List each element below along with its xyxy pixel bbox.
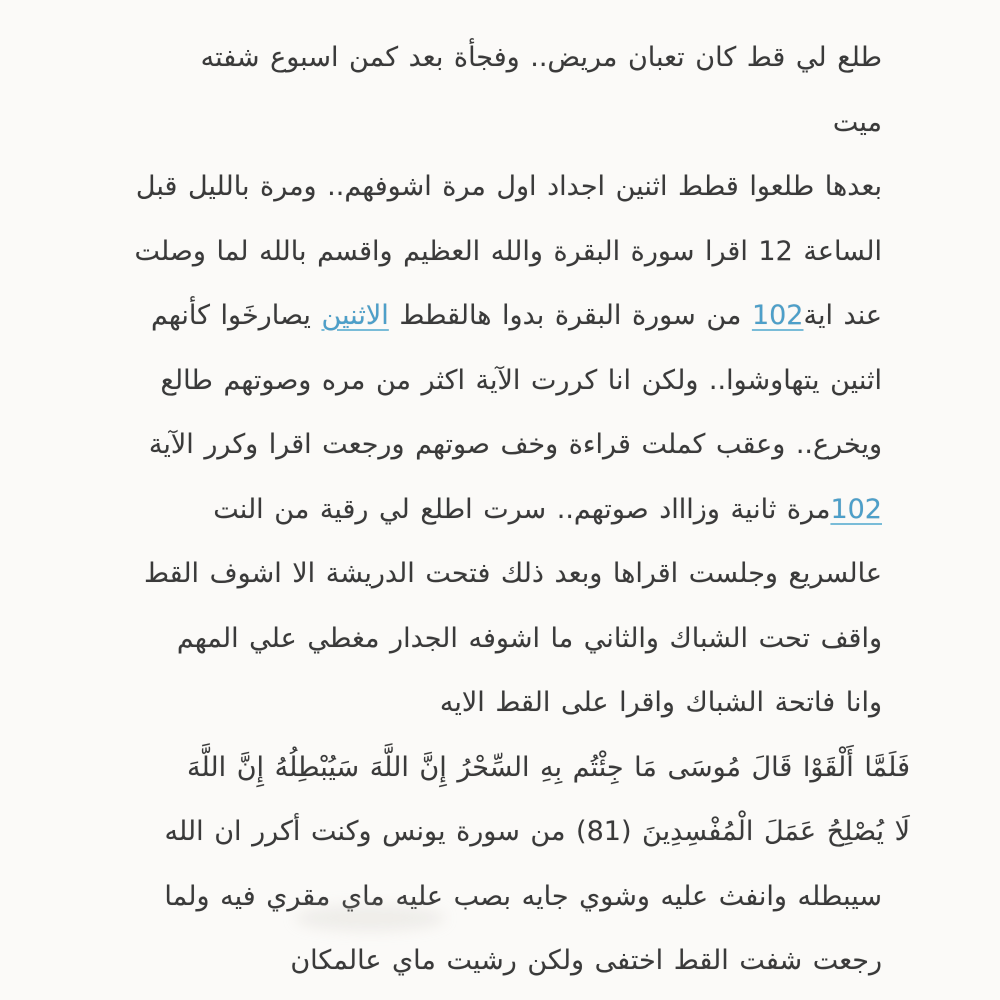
text-segment: بعدها طلعوا قطط اثنين اجداد اول مرة اشوفهم.. ومرة بالليل قبل: [135, 171, 882, 202]
text-line: [95, 91, 882, 156]
text-segment: مرة ثانية وزاااد صوتهم.. سرت اطلع لي رقية من النت: [213, 493, 831, 525]
text-line: [95, 607, 882, 672]
text-line: [95, 220, 882, 285]
text-segment: من سورة البقرة بدوا هالقطط: [388, 300, 752, 331]
text-segment: عند اية: [803, 300, 882, 331]
text-segment: اثنين يتهاوشوا.. ولكن انا كررت الآية اكثر من مره وصوتهم طالع: [160, 364, 882, 396]
text-segment: ويخرع.. وعقب كملت قراءة وخف صوتهم ورجعت اقرا وكرر الآية: [148, 429, 882, 460]
text-line: [95, 284, 882, 349]
text-line: [95, 865, 882, 930]
text-line: [95, 413, 882, 478]
verse-link[interactable]: 102: [751, 300, 804, 331]
text-segment: ميت: [832, 106, 882, 138]
text-line: [95, 478, 882, 543]
text-segment: يصارخَوا كأنهم: [150, 300, 322, 331]
text-segment: رجعت شفت القط اختفى ولكن رشيت ماي عالمكان: [290, 945, 882, 976]
text-line: [95, 349, 882, 414]
story-text-block: [0, 26, 1000, 994]
text-line: [95, 542, 882, 607]
text-segment: الساعة 12 اقرا سورة البقرة والله العظيم واقسم بالله لما وصلت: [134, 235, 882, 267]
text-segment: طلع لي قط كان تعبان مريض.. وفجأة بعد كمن اسبوع شفته: [200, 42, 882, 73]
text-segment: سيبطله وانفث عليه وشوي جايه بصب عليه ماي مقري فيه ولما: [164, 880, 882, 912]
text-segment: فَلَمَّا أَلْقَوْا قَالَ مُوسَى مَا جِئْتُم بِهِ السِّحْرُ إِنَّ اللَّهَ سَيُبْطِلُهُ إِنَّ اللَّهَ: [187, 751, 910, 783]
text-line: [95, 929, 882, 994]
text-segment: لَا يُصْلِحُ عَمَلَ الْمُفْسِدِينَ (81) من سورة يونس وكنت أكرر ان الله: [164, 816, 910, 847]
text-segment: عالسريع وجلست اقراها وبعد ذلك فتحت الدريشة الا اشوف القط: [144, 558, 882, 589]
text-segment: وانا فاتحة الشباك واقرا على القط الايه: [439, 687, 882, 718]
text-line: [95, 26, 882, 91]
text-line: [95, 671, 882, 736]
text-line: [95, 155, 882, 220]
text-line: [95, 800, 910, 865]
text-segment: واقف تحت الشباك والثاني ما اشوفه الجدار مغطي علي المهم: [176, 622, 882, 654]
text-line: [95, 736, 910, 801]
verse-link[interactable]: 102: [830, 493, 882, 525]
verse-link[interactable]: الاثنين: [321, 300, 389, 331]
